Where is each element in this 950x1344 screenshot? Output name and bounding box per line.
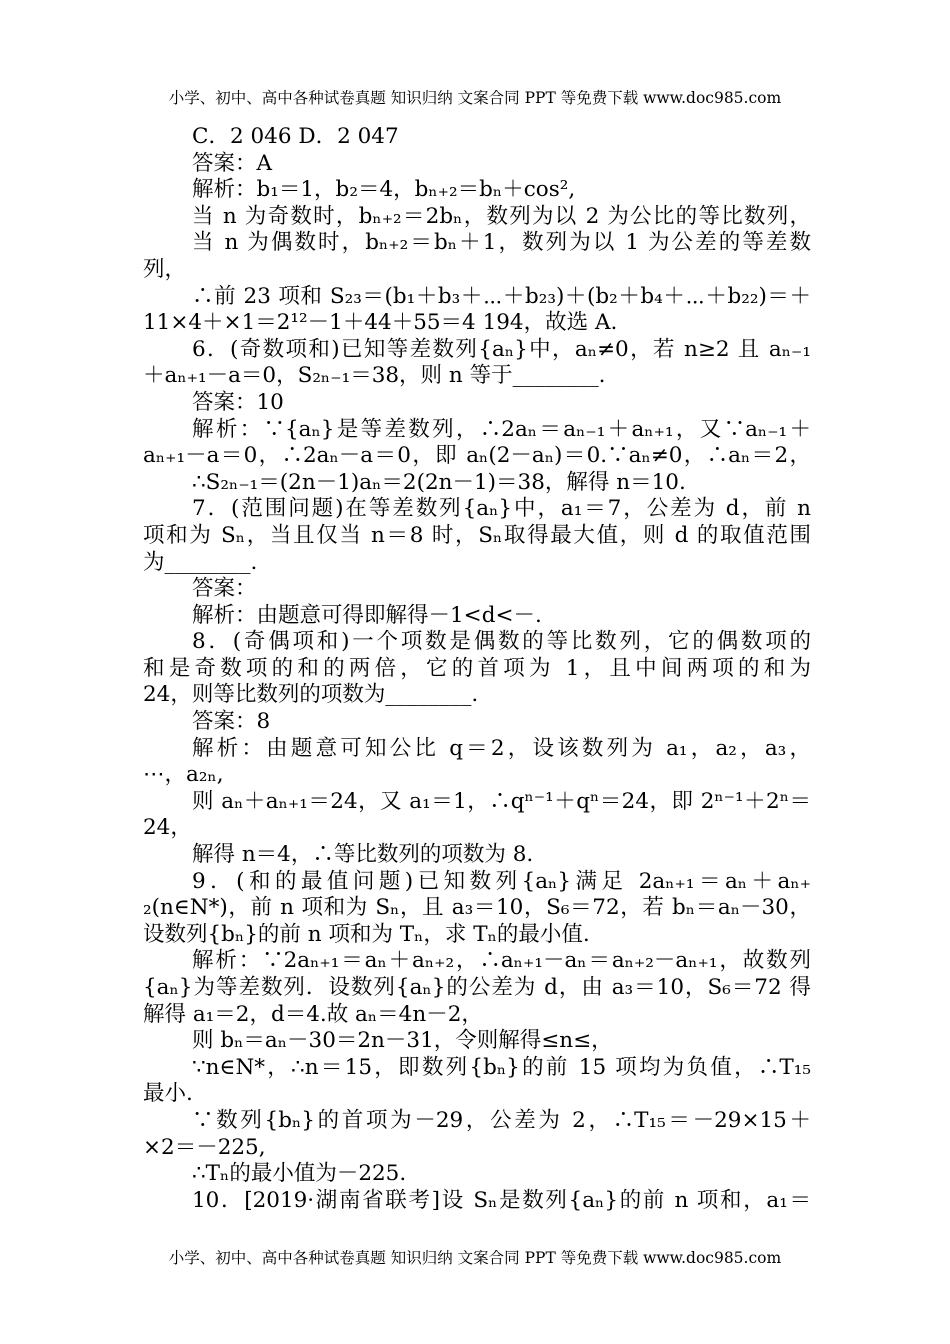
text-line: {aₙ}为等差数列．设数列{aₙ}的公差为 d，由 a₃＝10，S₆＝72 得	[143, 975, 811, 1000]
text-line: 24，则等比数列的项数为________.	[143, 682, 479, 708]
text-line: 为________.	[143, 549, 258, 575]
text-line: 最小.	[143, 1081, 193, 1107]
text-line: ＋aₙ₊₁－a＝0，S₂ₙ₋₁＝38，则 n 等于________.	[143, 363, 606, 389]
text-line: 设数列{bₙ}的前 n 项和为 Tₙ，求 Tₙ的最小值.	[143, 921, 590, 947]
text-line: 11×4＋×1＝2¹²－1＋44＋55＝4 194，故选 A.	[143, 310, 618, 336]
text-line: 答案：8	[192, 709, 271, 735]
text-line: 答案：	[192, 576, 257, 602]
text-line: 7．(范围问题)在等差数列{aₙ}中，a₁＝7，公差为 d，前 n	[192, 496, 811, 522]
text-line: ⋯，a₂ₙ,	[143, 762, 224, 788]
text-line: ∵n∈N*，∴n＝15，即数列{bₙ}的前 15 项均为负值，∴T₁₅	[192, 1054, 811, 1080]
text-line: ₂(n∈N*)，前 n 项和为 Sₙ，且 a₃＝10，S₆＝72，若 bₙ＝aₙ－30，	[143, 895, 811, 921]
text-line: 和是奇数项的和的两倍，它的首项为 1，且中间两项的和为	[143, 655, 811, 681]
text-line: 答案：10	[192, 389, 284, 415]
text-line: 当 n 为偶数时，bₙ₊₂＝bₙ＋1，数列为以 1 为公差的等差数	[192, 230, 811, 256]
text-line: 解析：由题意可得即解得－1<d<－.	[192, 602, 542, 628]
text-line: 解析：∵{aₙ}是等差数列，∴2aₙ＝aₙ₋₁＋aₙ₊₁，又∵aₙ₋₁＋	[192, 416, 811, 442]
text-line: 解析：由题意可知公比 q＝2，设该数列为 a₁，a₂，a₃，	[192, 735, 811, 761]
text-line: 6．(奇数项和)已知等差数列{aₙ}中，aₙ≠0，若 n≥2 且 aₙ₋₁	[192, 336, 811, 362]
text-line: ×2＝－225,	[143, 1134, 266, 1160]
text-line: ∴Tₙ的最小值为－225.	[192, 1161, 407, 1187]
text-line: ∵数列{bₙ}的首项为－29，公差为 2，∴T₁₅＝－29×15＋	[192, 1107, 811, 1133]
text-line: 列，	[143, 256, 187, 282]
text-line: 项和为 Sₙ，当且仅当 n＝8 时，Sₙ取得最大值，则 d 的取值范围	[143, 522, 811, 548]
text-line: 则 aₙ＋aₙ₊₁＝24，又 a₁＝1，∴qⁿ⁻¹＋qⁿ＝24，即 2ⁿ⁻¹＋2ⁿ＝	[192, 788, 811, 814]
text-line: 10．[2019·湖南省联考]设 Sₙ是数列{aₙ}的前 n 项和，a₁＝	[192, 1187, 811, 1213]
text-line: 则 bₙ＝aₙ－30＝2n－31，令则解得≤n≤，	[192, 1028, 613, 1054]
text-line: 解得 n＝4，∴等比数列的项数为 8.	[192, 842, 534, 868]
text-line: 解析：b₁＝1，b₂＝4，bₙ₊₂＝bₙ＋cos²,	[192, 177, 576, 203]
footer-banner: 小学、初中、高中各种试卷真题 知识归纳 文案合同 PPT 等免费下载 www.doc985.com	[168, 1249, 782, 1267]
text-line: aₙ₊₁－a＝0，∴2aₙ－a＝0，即 aₙ(2－aₙ)＝0.∵aₙ≠0，∴aₙ＝2，	[143, 443, 811, 469]
text-line: 当 n 为奇数时，bₙ₊₂＝2bₙ，数列为以 2 为公比的等比数列，	[192, 203, 811, 229]
header-banner: 小学、初中、高中各种试卷真题 知识归纳 文案合同 PPT 等免费下载 www.doc985.com	[168, 89, 782, 107]
text-line: 答案：A	[192, 150, 273, 176]
text-line: 解得 a₁＝2，d＝4.故 aₙ＝4n－2，	[143, 1001, 483, 1027]
text-line: 9．(和的最值问题)已知数列{aₙ}满足 2aₙ₊₁＝aₙ＋aₙ₊	[192, 868, 811, 894]
text-line: ∴S₂ₙ₋₁＝(2n－1)aₙ＝2(2n－1)＝38，解得 n＝10.	[192, 469, 686, 495]
text-line: C．2 046 D．2 047	[192, 124, 399, 149]
text-line: 解析：∵2aₙ₊₁＝aₙ＋aₙ₊₂，∴aₙ₊₁－aₙ＝aₙ₊₂－aₙ₊₁，故数列	[192, 948, 811, 974]
text-line: 8．(奇偶项和)一个项数是偶数的等比数列，它的偶数项的	[192, 629, 811, 655]
text-line: 24，	[143, 815, 192, 841]
document-body	[143, 124, 811, 1214]
text-line: ∴前 23 项和 S₂₃＝(b₁＋b₃＋⋯＋b₂₃)＋(b₂＋b₄＋⋯＋b₂₂)＝＋	[192, 283, 811, 309]
